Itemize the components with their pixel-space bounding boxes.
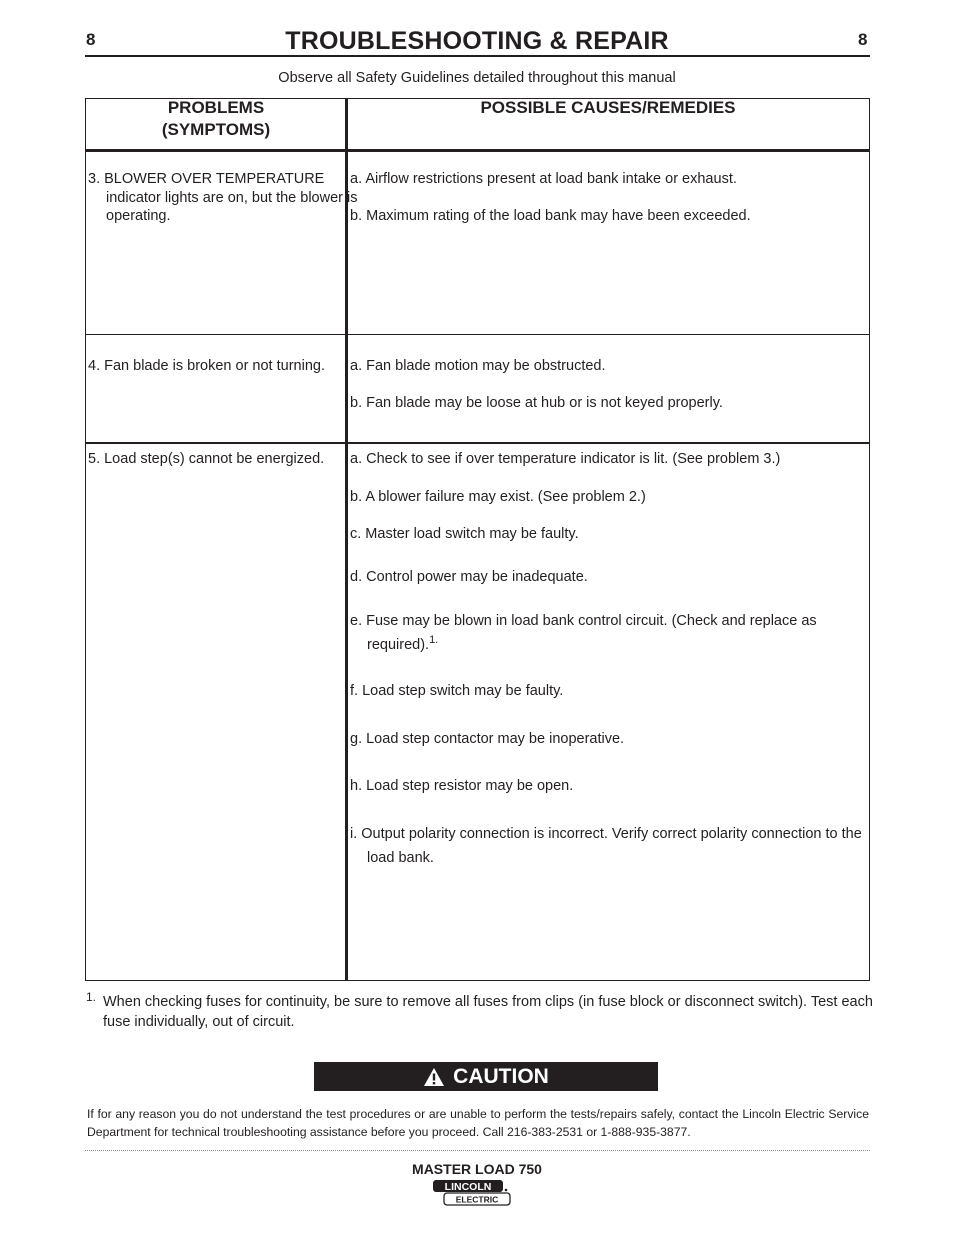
lincoln-electric-logo xyxy=(432,1179,512,1207)
page-number-right: 8 xyxy=(858,30,868,49)
problem-5: 5. Load step(s) cannot be energized. xyxy=(88,451,325,467)
column-header-remedies: POSSIBLE CAUSES/REMEDIES xyxy=(480,98,736,117)
remedy-5h: h. Load step resistor may be open. xyxy=(350,778,574,794)
remedy-3b: b. Maximum rating of the load bank may have been exceeded. xyxy=(350,208,751,224)
row-divider xyxy=(85,442,870,444)
svg-text:LINCOLN: LINCOLN xyxy=(444,1181,492,1193)
remedy-5i-text: i. Output polarity connection is incorrect. Verify correct polarity connection to the load bank. xyxy=(350,826,862,866)
problem-3: 3. BLOWER OVER TEMPERATURE indicator lights are on, but the blower is operating. xyxy=(88,171,358,224)
remedy-5g: g. Load step contactor may be inoperative. xyxy=(350,731,625,747)
remedy-3a: a. Airflow restrictions present at load bank intake or exhaust. xyxy=(350,171,737,187)
remedy-5i xyxy=(350,822,879,870)
row-divider xyxy=(85,334,870,335)
column-header-problems-line2: (SYMPTOMS) xyxy=(161,120,271,139)
remedy-4a: a. Fan blade motion may be obstructed. xyxy=(350,358,606,374)
warning-triangle-icon xyxy=(423,1067,445,1087)
page-title: TROUBLESHOOTING & REPAIR xyxy=(285,27,669,55)
footnote-marker: 1. xyxy=(86,990,97,1004)
column-divider xyxy=(345,98,348,981)
problem-4: 4. Fan blade is broken or not turning. xyxy=(88,358,325,374)
caution-label: CAUTION xyxy=(453,1064,549,1088)
model-name: MASTER LOAD 750 xyxy=(412,1161,542,1177)
footer-divider xyxy=(85,1150,870,1151)
remedy-4b: b. Fan blade may be loose at hub or is not keyed properly. xyxy=(350,395,723,411)
page-number-left: 8 xyxy=(86,30,96,49)
column-header-problems xyxy=(86,97,346,141)
caution-text: If for any reason you do not understand the test procedures or are unable to perform the tests/repairs safely, contact the Lincoln Electric Service Department for technical troubleshooting assistance before you proceed. Call 216-383-2531 or 1-888-935-3877. xyxy=(87,1107,869,1139)
remedy-5f: f. Load step switch may be faulty. xyxy=(350,683,564,699)
safety-note: Observe all Safety Guidelines detailed throughout this manual xyxy=(278,70,676,86)
remedy-5e-text: e. Fuse may be blown in load bank control circuit. (Check and replace as required). xyxy=(350,613,817,653)
caution-banner xyxy=(314,1062,658,1091)
remedy-5b: b. A blower failure may exist. (See problem 2.) xyxy=(350,489,646,505)
header-row-divider xyxy=(85,149,870,152)
column-header-problems-line1: PROBLEMS xyxy=(167,98,265,117)
header-rule xyxy=(85,55,870,57)
remedy-5c: c. Master load switch may be faulty. xyxy=(350,526,579,542)
footnote-text: When checking fuses for continuity, be sure to remove all fuses from clips (in fuse block or disconnect switch). Test each fuse individually, out of circuit. xyxy=(103,994,873,1030)
footnote-ref: 1. xyxy=(429,634,439,646)
remedy-5e xyxy=(350,609,879,657)
svg-text:ELECTRIC: ELECTRIC xyxy=(455,1194,499,1205)
remedy-5d: d. Control power may be inadequate. xyxy=(350,569,588,585)
remedy-5a: a. Check to see if over temperature indicator is lit. (See problem 3.) xyxy=(350,451,781,467)
